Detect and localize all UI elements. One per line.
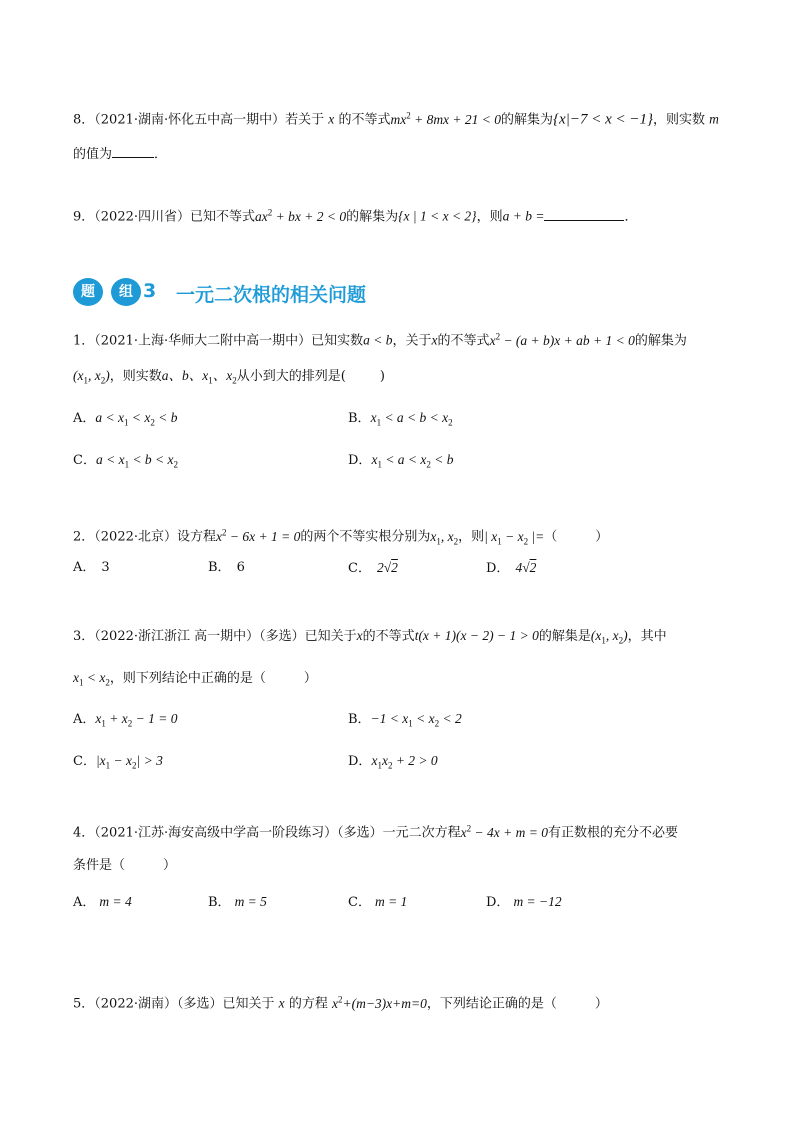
question-text: 从小到大的排列是( xyxy=(236,369,346,384)
question-text: 的解集为 xyxy=(501,112,554,128)
option-a[interactable] xyxy=(73,709,177,734)
question-text: 的方程 xyxy=(288,996,328,1012)
question-text: 的不等式 xyxy=(338,112,391,128)
question-text: 条件是（ xyxy=(73,858,126,873)
option-label: A． xyxy=(73,895,96,910)
option-c[interactable] xyxy=(348,892,407,913)
math-roots: $x_1$, $x_2$ xyxy=(430,528,459,547)
question-number: 5． xyxy=(73,996,95,1012)
math-variable: x xyxy=(356,628,363,643)
option-expression: m = −12 xyxy=(513,894,562,909)
option-label: A． xyxy=(73,411,96,426)
option-expression: $x_1x_2 + 2 > 0$ xyxy=(371,753,438,771)
math-variable: x xyxy=(328,111,335,127)
option-c[interactable] xyxy=(73,450,178,475)
option-a[interactable] xyxy=(73,892,132,913)
question-text: 的不等式 xyxy=(437,333,490,349)
question-source: （2021·上海·华师大二附中高一期中） xyxy=(94,333,312,349)
option-a[interactable] xyxy=(73,408,177,433)
option-label: B． xyxy=(348,411,371,426)
question-source: （2022·四川省） xyxy=(94,209,190,225)
question-source: （2021·湖南·怀化五中高一期中） xyxy=(94,112,286,128)
group-question-4-line-1 xyxy=(73,818,678,844)
option-expression: m = 5 xyxy=(234,894,267,909)
answer-blank[interactable] xyxy=(112,143,154,158)
math-variable: x xyxy=(431,332,438,348)
question-text: 若关于 xyxy=(285,112,325,128)
option-label: B． xyxy=(208,560,231,575)
question-tag: （多选） xyxy=(259,629,305,644)
question-text: 的解集为 xyxy=(346,209,399,225)
group-question-3-line-2 xyxy=(73,668,317,693)
question-text: 已知关于 xyxy=(222,996,275,1012)
option-expression: $a < x_1 < b < x_2$ xyxy=(95,452,179,470)
question-9-line-1 xyxy=(73,202,637,228)
math-interval: ($x_1$, $x_2$) xyxy=(590,628,628,646)
question-text: ） xyxy=(594,996,608,1012)
question-text: ) xyxy=(379,369,385,384)
math-interval: ($x_1$, $x_2$) xyxy=(73,368,110,386)
option-b[interactable] xyxy=(348,408,453,433)
math-solution-set: {x|−7 < x < −1} xyxy=(553,111,653,128)
question-source: （2021·江苏·海安高级中学高一阶段练习） xyxy=(94,825,338,841)
option-value: 6 xyxy=(236,560,245,575)
section-number: 3 xyxy=(143,280,157,302)
question-number: 1． xyxy=(73,333,95,349)
question-text: ） xyxy=(595,529,609,545)
option-label: B． xyxy=(348,712,371,727)
question-text: ，则实数 xyxy=(652,112,705,128)
question-8-line-1 xyxy=(73,105,719,131)
option-c[interactable] xyxy=(73,751,163,776)
option-expression: $x_1 < a < b < x_2$ xyxy=(370,410,453,428)
option-label: C． xyxy=(348,895,371,910)
question-number: 3． xyxy=(73,629,95,644)
option-label: D． xyxy=(348,453,372,468)
question-source: （2022·湖南） xyxy=(94,996,177,1012)
section-header xyxy=(73,274,473,310)
option-expression: $|x_1 - x_2| > 3$ xyxy=(95,753,163,771)
question-text: ） xyxy=(303,671,317,686)
option-expression: $a < x_1 < x_2 < b$ xyxy=(95,410,178,428)
math-equation: $x^2 - 6x + 1 = 0$ xyxy=(216,527,301,544)
group-question-5-line-1 xyxy=(73,989,608,1015)
math-expression: | $x_1 - x_2$ |= xyxy=(484,528,545,547)
math-solution-set: {x | 1 < x < 2} xyxy=(398,208,477,224)
option-d[interactable] xyxy=(486,892,562,913)
option-expression: 2√2 xyxy=(376,560,398,575)
question-text: ． xyxy=(154,147,168,162)
option-expression: $-1 < x_1 < x_2 < 2$ xyxy=(370,711,462,729)
option-label: A． xyxy=(73,712,96,727)
question-text: 已知实数 xyxy=(311,333,364,349)
question-number: 2． xyxy=(73,529,95,545)
answer-blank[interactable] xyxy=(544,206,624,221)
option-label: D． xyxy=(486,561,510,576)
question-text: ，则 xyxy=(458,529,485,545)
math-inequality: $x^2 - (a + b)x$ + ab + 1 < 0 xyxy=(489,331,635,348)
option-d[interactable] xyxy=(486,558,536,579)
math-inequality: $mx^2 + 8mx + 21 < 0$ xyxy=(390,110,502,127)
question-text: 的不等式 xyxy=(362,629,415,644)
question-text: ，下列结论正确的是（ xyxy=(426,996,557,1012)
option-label: C． xyxy=(73,754,96,769)
option-label: D． xyxy=(348,754,372,769)
option-d[interactable] xyxy=(348,450,454,475)
option-label: D． xyxy=(486,895,510,910)
option-label: A． xyxy=(73,560,96,575)
question-text: 的解集为 xyxy=(634,333,687,349)
question-text: 一元二次方程 xyxy=(382,825,461,841)
math-inequality: t(x + 1)(x − 2) − 1 > 0 xyxy=(414,628,539,643)
question-text: 的两个不等实根分别为 xyxy=(300,529,431,545)
option-b[interactable] xyxy=(208,558,245,578)
question-text: 已知不等式 xyxy=(190,209,256,225)
option-expression: 4√2 xyxy=(515,560,537,575)
math-equation: $x^2+(m-3)x+m=0$ xyxy=(331,994,427,1011)
option-a[interactable] xyxy=(73,558,110,578)
question-text: ） xyxy=(163,858,177,873)
group-question-1-line-2 xyxy=(73,366,385,391)
math-variable: x xyxy=(278,995,285,1011)
question-tag: （多选） xyxy=(337,825,383,841)
question-text: 已知关于 xyxy=(304,629,357,644)
option-label: C． xyxy=(73,453,96,468)
question-text: ，其中 xyxy=(627,629,667,644)
group-question-1-line-1 xyxy=(73,326,687,352)
option-label: C． xyxy=(348,561,371,576)
section-badge: 题 xyxy=(73,278,103,306)
option-c[interactable] xyxy=(348,558,398,579)
math-expression: a + b = xyxy=(502,208,545,224)
question-text: ，则下列结论中正确的是（ xyxy=(109,671,266,686)
question-number: 8． xyxy=(73,112,95,128)
question-text: （ xyxy=(544,529,558,545)
math-variable: m xyxy=(709,111,719,127)
math-inequality: $x_1 < x_2$ xyxy=(73,670,110,688)
option-expression: $x_1 < a < x_2 < b$ xyxy=(371,452,454,470)
question-number: 9． xyxy=(73,209,95,225)
math-equation: $x^2 - 4x + m = 0$ xyxy=(460,823,548,840)
math-inequality: a < b xyxy=(363,332,393,348)
option-label: B． xyxy=(208,895,231,910)
section-badge: 组 xyxy=(111,278,141,306)
math-variables: a、b、$x_1$、$x_2$ xyxy=(161,368,237,386)
question-tag: （多选） xyxy=(177,996,223,1012)
question-8-line-2 xyxy=(73,143,167,165)
question-text: ，关于 xyxy=(392,333,432,349)
option-expression: m = 4 xyxy=(99,894,132,909)
question-number: 4． xyxy=(73,825,95,841)
question-source: （2022·浙江浙江 高一期中） xyxy=(94,629,260,644)
group-question-4-line-2 xyxy=(73,856,176,876)
question-text: ． xyxy=(624,209,638,225)
option-d[interactable] xyxy=(348,751,438,776)
question-text: 设方程 xyxy=(177,529,217,545)
question-text: 有正数根的充分不必要 xyxy=(548,825,679,841)
option-b[interactable] xyxy=(208,892,267,913)
section-title: 一元二次根的相关问题 xyxy=(176,284,367,306)
option-value: 3 xyxy=(101,560,110,575)
option-b[interactable] xyxy=(348,709,462,734)
question-text: 的解集是 xyxy=(538,629,591,644)
question-text: ，则 xyxy=(476,209,503,225)
group-question-2-line-1 xyxy=(73,522,608,551)
group-question-3-line-1 xyxy=(73,626,667,651)
question-text: ，则实数 xyxy=(109,369,162,384)
option-expression: m = 1 xyxy=(374,894,408,909)
option-expression: $x_1 + x_2 - 1 = 0$ xyxy=(95,711,178,729)
question-source: （2022·北京） xyxy=(94,529,177,545)
math-inequality: $ax^2$ + bx + 2 < 0 xyxy=(255,207,347,224)
question-text: 的值为 xyxy=(73,147,113,162)
